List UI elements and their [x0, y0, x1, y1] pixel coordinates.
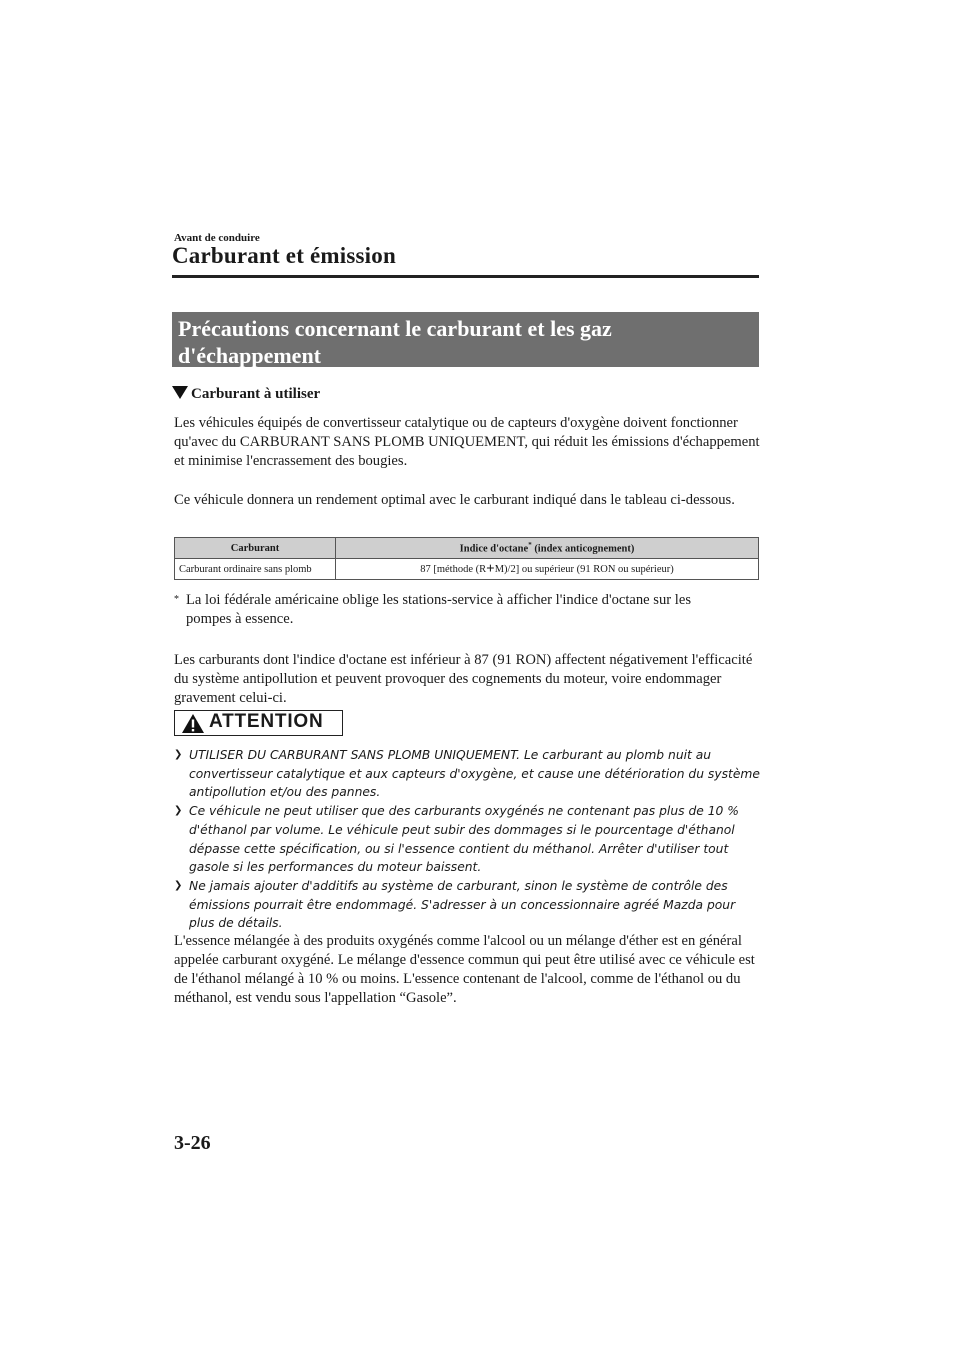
section-kicker: Avant de conduire	[174, 232, 260, 244]
footnote	[174, 590, 764, 629]
table-row	[175, 559, 759, 580]
octane-value-b: M)/2] ou supérieur (91 RON ou supérieur)	[494, 563, 674, 575]
warning-triangle-icon	[181, 713, 205, 734]
chevron-right-icon: ❯	[174, 805, 183, 817]
attention-item-text: Ne jamais ajouter d'additifs au système de carburant, sinon le système de contrôle des émissions pourrait être endommagé. S'adresser à un concessionnaire agréé Mazda pour plus de détails.	[189, 878, 736, 931]
list-item	[174, 802, 764, 877]
section-banner	[172, 312, 759, 367]
chevron-right-icon: ❯	[174, 879, 183, 891]
table-header-row	[175, 538, 759, 559]
paragraph-unleaded-requirement: Les véhicules équipés de convertisseur catalytique ou de capteurs d'oxygène doivent fonctionner qu'avec du CARBURANT SANS PLOMB UNIQUEMENT, qui réduit les émissions d'échappement et minimise l'encrassement des bougies.	[174, 415, 760, 469]
section-title-line1: Précautions concernant le carburant et les gaz	[178, 316, 612, 341]
attention-item-text: Ce véhicule ne peut utiliser que des carburants oxygénés ne contenant pas plus de 10 % d'éthanol par volume. Le véhicule peut subir des dommages si le pourcentage d'éthanol dépasse cette spécification, ou si l'essence contient du méthanol. Arrêter d'utiliser tout gasole si les performances du moteur baissent.	[189, 804, 739, 875]
paragraph-optimal-fuel: Ce véhicule donnera un rendement optimal avec le carburant indiqué dans le tableau ci-dessous.	[174, 492, 735, 508]
paragraph-low-octane: Les carburants dont l'indice d'octane est inférieur à 87 (91 RON) affectent négativement l'efficacité du système antipollution et peuvent provoquer des cognements du moteur, voire endommager gravement celui-ci.	[174, 652, 753, 706]
page-number: 3-26	[174, 1132, 211, 1154]
footnote-marker: *	[528, 541, 532, 550]
fuel-table	[174, 537, 759, 580]
attention-list	[174, 746, 764, 933]
subsection-heading	[172, 386, 320, 403]
table-cell-fuel: Carburant ordinaire sans plomb	[175, 559, 336, 580]
chevron-right-icon: ❯	[174, 749, 183, 760]
table-header-octane	[336, 538, 759, 559]
octane-value-a: 87 [méthode (R	[420, 563, 487, 575]
footnote-mark: *	[174, 594, 179, 605]
attention-label: ATTENTION	[209, 711, 324, 732]
footnote-line2: pompes à essence.	[186, 611, 294, 627]
plus-icon: +	[486, 560, 495, 577]
attention-item-text: UTILISER DU CARBURANT SANS PLOMB UNIQUEMENT. Le carburant au plomb nuit au convertisseur catalytique et aux capteurs d'oxygène, et cause une détérioration du système antipollution et/ou des pannes.	[189, 748, 760, 800]
section-title-line2: d'échappement	[178, 343, 321, 368]
footnote-line1: La loi fédérale américaine oblige les stations-service à afficher l'indice d'octane sur les	[186, 592, 692, 608]
header-divider	[172, 275, 759, 278]
octane-header-text: Indice d'octane	[459, 543, 529, 555]
list-item	[174, 746, 764, 802]
table-cell-octane	[336, 559, 759, 580]
list-item	[174, 877, 764, 933]
triangle-bullet-icon	[172, 386, 188, 399]
paragraph-oxygenated-fuel: L'essence mélangée à des produits oxygénés comme l'alcool ou un mélange d'éther est en général appelée carburant oxygéné. Le mélange d'essence commun qui peut être utilisé avec ce véhicule est de l'éthanol mélangé à 10 % ou moins. L'essence contenant de l'alcool, comme de l'éthanol ou du méthanol, est vendu sous l'appellation “Gasole”.	[174, 933, 755, 1006]
table-header-fuel: Carburant	[175, 538, 336, 559]
subsection-title: Carburant à utiliser	[191, 386, 321, 402]
chapter-title: Carburant et émission	[172, 243, 396, 268]
octane-header-suffix: (index anticognement)	[531, 543, 635, 555]
